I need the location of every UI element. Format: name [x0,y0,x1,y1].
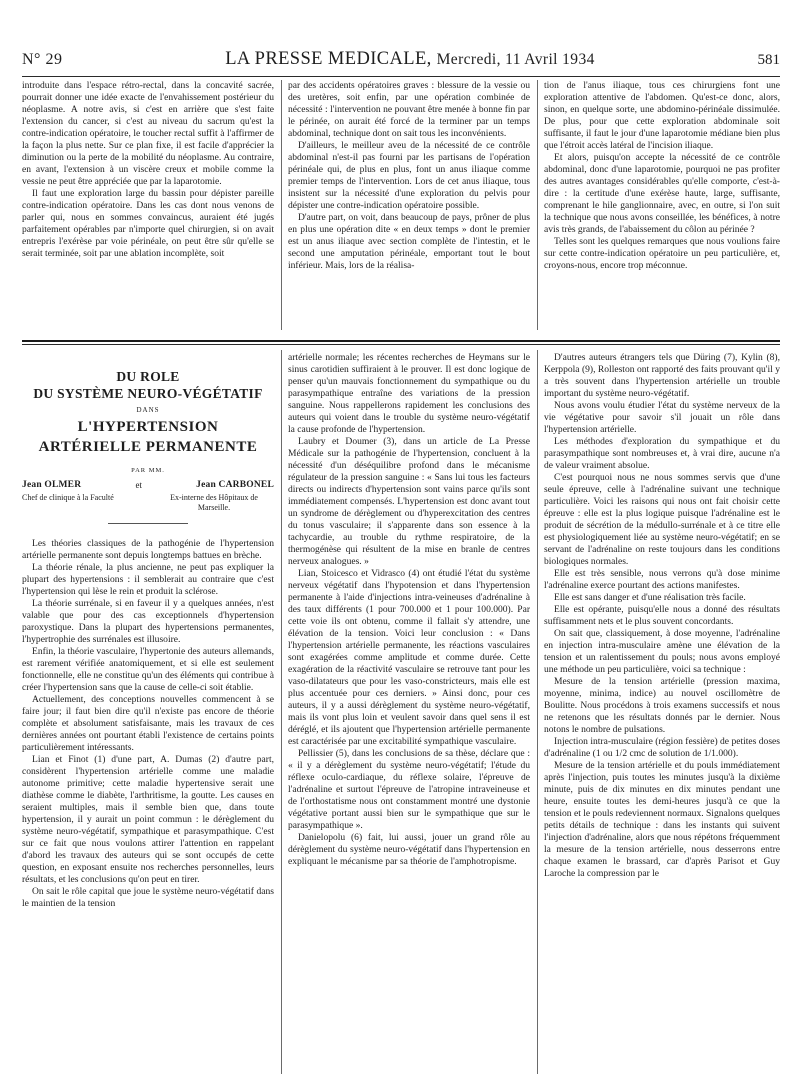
column-divider [537,350,538,1074]
top-column-3 [544,80,780,330]
author-1: Jean OLMER [22,480,82,490]
publication-name: LA PRESSE MEDICALE, [225,49,432,69]
article-title-line-3: L'HYPERTENSION [77,419,219,435]
paragraph: par des accidents opératoires graves : blessure de la vessie ou des uretères, soit enfin, par une opération combinée de nécessité : l'intervention ne pouvant être menée à bonne fin par le périnée, on aurait été forcé de la terminer par un temps abdominal, technique dont on sait tous les inconvénients. [288,80,530,139]
top-column-1 [22,80,274,330]
paragraph: D'ailleurs, le meilleur aveu de la nécessité de ce contrôle abdominal n'est-il pas fourni par les partisans de l'opération périnéale qui, de plus en plus, font un anus iliaque comme premier temps de l'intervention. Lors de cet anus iliaque, tous insistent sur la nécessité d'une exploration du pelvis pour dépister une contre-indication opératoire possible. [288,140,530,211]
paragraph: Mesure de la tension artérielle (pression maxima, moyenne, minima, indice) au nouvel oscillomètre de Boulitte. Nous procédons à trois examens successifs et nous ne retenons que les résultats donnés par le dernier. Nous notons le nombre de pulsations. [544,676,780,735]
paragraph: Il faut une exploration large du bassin pour dépister pareille contre-indication opératoire. Dans les cas dont nous venons de parler qui, nous en sommes convaincus, auraient été jugés parfaitement opérables par n'importe quel chirurgien, si on avait entrepris l'exérèse par voie périnéale, on peut être sûr qu'elle se serait terminée, soit par une ablation incomplète, soit [22,188,274,259]
paragraph: On sait que, classiquement, à dose moyenne, l'adrénaline en injection intra-musculaire amène une élévation de la tension et un ralentissement du pouls; nous avons employé une méthode un peu particulière, voici sa technique : [544,628,780,675]
column-divider [281,80,282,330]
section-rule [22,340,780,342]
article-title-line-2: DU SYSTÈME NEURO-VÉGÉTATIF [33,386,263,401]
paragraph: La théorie surrénale, si en faveur il y a quelques années, n'est valable que pour des cas exceptionnels d'hypertension paroxystique. Dans la plupart des hypertensions permanentes, l'hypertrophie des surrénales est illusoire. [22,598,274,645]
paragraph: Danielopolu (6) fait, lui aussi, jouer un grand rôle au dérèglement du système neuro-végétatif dans l'hypertension en expliquant le mécanisme par sa théorie de l'amphotropisme. [288,832,530,867]
paragraph: La théorie rénale, la plus ancienne, ne peut pas expliquer la plupart des hypertensions : il semblerait au contraire que c'est l'hypertension qui lèse le rein et produit la sclérose. [22,562,274,597]
column-divider [537,80,538,330]
paragraph: Laubry et Doumer (3), dans un article de La Presse Médicale sur la pathogénie de l'hypertension, concluent à la nécessité d'un déséquilibre profond dans le mécanisme régulateur de la pression sanguine : « Sans lui tous les facteurs directs ou indirects d'hypertension sont vains parce qu'ils sont immédiatement compensés. L'hypertension est donc avant tout un syndrome de dérèglement ou d'hyperexcitation des centres du tonus vasculaire; il s'apparente dans son essence à la tachycardie, au trouble du rythme respiratoire, de la thermogénèse qui résultent de la mise en branle de centres nerveux analogues. » [288,436,530,567]
page-header [22,48,780,74]
author-roles [22,493,274,513]
paragraph: Pellissier (5), dans les conclusions de sa thèse, déclare que : « il y a dérèglement du système neuro-végétatif; l'étude du réflexe oculo-cardiaque, du réflexe solaire, l'épreuve de l'adrénaline et surtout l'épreuve de l'atropine intraveineuse et de l'orthostatisme nous ont constamment montré une dystonie végétative portant aussi bien sur le sympathique que sur le parasympathique ». [288,748,530,831]
article-byline-par: PAR MM. [131,467,165,474]
paragraph: Les théories classiques de la pathogénie de l'hypertension artérielle permanente sont depuis longtemps battues en brèche. [22,538,274,561]
column-divider [281,350,282,1074]
author-2: Jean CARBONEL [196,480,274,490]
running-title [225,48,595,70]
author-1-role: Chef de clinique à la Faculté [22,493,114,502]
article-title-line-4: ARTÉRIELLE PERMANENTE [38,439,258,455]
author-2-role: Ex-interne des Hôpitaux de Marseille. [170,493,258,512]
paragraph: Telles sont les quelques remarques que nous voulions faire sur cette contre-indication opératoire un peu particulière, et, croyons-nous, encore trop méconnue. [544,236,780,271]
body-column-3 [544,352,780,1074]
paragraph: Mesure de la tension artérielle et du pouls immédiatement après l'injection, puis toutes les minutes jusqu'à la dixième minute, puis de dix minutes en dix minutes pendant une heure, ensuite toutes les demi-heures jusqu'à ce que la tension et le pouls redeviennent normaux. Signalons quelques petits détails de technique : dans les instants qui suivent l'injection d'adrénaline, alors que nous répétons fréquemment la mesure de la tension artérielle, nous desserrons entre chaque examen le brassard, car d'après Parisot et Guy Laroche la compression par le [544,760,780,879]
paragraph: introduite dans l'espace rétro-rectal, dans la concavité sacrée, pourrait donner une idée exacte de l'envahissement postérieur du néoplasme. A notre avis, si c'est en arrière que s'est faite l'extension du cancer, si c'est au niveau du sacrum qu'est la contre-indication opératoire, le toucher rectal suffit à l'affirmer de la façon la plus nette. Sur ce plan fixe, il est facile d'apprécier la diminution ou la perte de la mobilité du néoplasme. Au contraire, en avant, l'extension à un viscère creux et mobile comme la vessie ne peut être appréciée que par la laparotomie. [22,80,274,187]
paragraph: Lian et Finot (1) d'une part, A. Dumas (2) d'autre part, considèrent l'hypertension artérielle comme une maladie autonome primitive; cette maladie hypertensive serait une diathèse comme le diabète, l'arthritisme, la goutte. Les causes en seraient multiples, mais il semble bien que, dans toute hypertension, il y aurait un point commun : le dérèglement du système neuro-végétatif, sympathique et parasympathique. C'est sur ce fait que nous voulons attirer l'attention en rappelant d'abord les travaux des auteurs qui se sont occupés de cette question, en exposant ensuite nos recherches personnelles, leurs résultats, et les conclusions qu'on peut en tirer. [22,754,274,885]
issue-date: Mercredi, 11 Avril 1934 [436,51,595,68]
paragraph: tion de l'anus iliaque, tous ces chirurgiens font une exploration attentive de l'abdomen. Qu'est-ce donc, alors, sinon, en quelque sorte, une abdomino-périnéale dissimulée. De plus, pour que cette exploration abdominale soit suffisante, il faut le jour d'une laparotomie médiane bien plus que l'étroit accès latéral de l'incision iliaque. [544,80,780,151]
paragraph: D'autres auteurs étrangers tels que Düring (7), Kylin (8), Kerppola (9), Rolleston ont rapporté des faits prouvant qu'il y a très souvent dans l'hypertension artérielle un trouble important du système neuro-végétatif. [544,352,780,399]
paragraph: Les méthodes d'exploration du sympathique et du parasympathique sont nombreuses et, à vrai dire, aucune n'a de valeur vraiment absolue. [544,436,780,471]
body-column-1 [22,538,274,1074]
paragraph: Lian, Stoicesco et Vidrasco (4) ont étudié l'état du système nerveux végétatif dans l'hypotension et dans l'hypertension permanente à l'aide d'injections intra-veineuses d'adrénaline à des taux différents (1 pour 700.000 et 1 pour 100.000). Par cette voie ils ont obtenu, comme il fallait s'y attendre, une élévation de la tension. Voici leur conclusion : « Dans l'hypertension artérielle permanente, les réactions vasculaires sont exagérées comme amplitude et comme durée. Cette exagération de la réactivité vasculaire se retrouve tant pour les vaso-dilatateurs que pour les vaso-constricteurs, mais elle est plus accentuée pour ces derniers. » Ainsi donc, pour ces auteurs, il y a aussi dérèglement du système neuro-végétatif, mais ils vont plus loin et veulent savoir dans quel sens il est déréglé, et ils ajoutent que l'hypertension artérielle permanente est caractérisée par une excitabilité sympathique vasculaire. [288,568,530,747]
top-column-2 [288,80,530,330]
paragraph: C'est pourquoi nous ne nous sommes servis que d'une seule épreuve, celle à l'adrénaline suivant une technique particulière. Voici les raisons qui nous ont fait choisir cette épreuve : elle est la plus logique puisque l'adrénaline est le produit de sécrétion de la médullo-surrénale et à ce titre elle est physiologiquement liée au système neuro-végétatif; en se servant de l'adrénaline on reste toujours dans les conditions biologiques normales. [544,472,780,567]
paragraph: Elle est très sensible, nous verrons qu'à dose minime l'adrénaline exerce pourtant des actions manifestes. [544,568,780,591]
article-title-block [22,368,274,524]
page-number: 581 [757,52,780,68]
paragraph: artérielle normale; les récentes recherches de Heymans sur le sinus carotidien suffiraient à le prouver. Il est donc logique de penser qu'un mauvais fonctionnement du sympathique ou du parasympathique entraîne des variations de la pression sanguine. Nous rappellerons rapidement les conclusions des auteurs qui voient dans le trouble du système neuro-végétatif la cause profonde de l'hypertension. [288,352,530,435]
article-title-dans: DANS [136,406,160,414]
paragraph: Enfin, la théorie vasculaire, l'hypertonie des auteurs allemands, est rarement vérifiée anatomiquement, et si elle est seulement fonctionnelle, elle ne constitue qu'un des éléments qui contribue à créer l'hypertension sans que la cause de celle-ci soit établie. [22,646,274,693]
paragraph: On sait le rôle capital que joue le système neuro-végétatif dans le maintien de la tension [22,886,274,909]
author-conjunction: et [135,480,142,490]
paragraph: Elle est opérante, puisqu'elle nous a donné des résultats suffisamment nets et le plus souvent concordants. [544,604,780,627]
article-authors [22,479,274,491]
paragraph: D'autre part, on voit, dans beaucoup de pays, prôner de plus en plus une opération dite « en deux temps » dont le premier est un anus iliaque avec section complète de l'intestin, et le second une amputation périnéale, emportant tout le bout inférieur. Mais, lors de la réalisa- [288,212,530,271]
section-rule-thin [22,344,780,345]
title-separator [108,523,188,524]
paragraph: Et alors, puisqu'on accepte la nécessité de ce contrôle abdominal, donc d'une laparotomie, pourquoi ne pas profiter des autres avantages considérables qu'elle comporte, c'est-à-dire : la certitude d'une exérèse haute, large, suffisante, comprenant le hile ganglionnaire, avec, en outre, si l'on suit la technique que nous avons conseillée, les bénéfices, à notre avis très grands, de l'abaissement du côlon au périnée ? [544,152,780,235]
body-column-2 [288,352,530,1074]
issue-number: N° 29 [22,51,63,68]
paragraph: Nous avons voulu étudier l'état du système nerveux de la vie végétative pour savoir s'il jouait un rôle dans l'hypertension artérielle. [544,400,780,435]
paragraph: Elle est sans danger et d'une réalisation très facile. [554,592,746,603]
header-rule [22,76,780,77]
paragraph: Injection intra-musculaire (région fessière) de petites doses d'adrénaline (1 ou 1/2 cmc de solution de 1/1.000). [544,736,780,759]
article-title-line-1: DU ROLE [116,369,180,384]
paragraph: Actuellement, des conceptions nouvelles commencent à se faire jour; il faut bien dire qu'il n'existe pas encore de théorie complète et absolument satisfaisante, mais les travaux de ces dernières années ont pourtant établi l'existence de certains points particulièrement intéressants. [22,694,274,753]
